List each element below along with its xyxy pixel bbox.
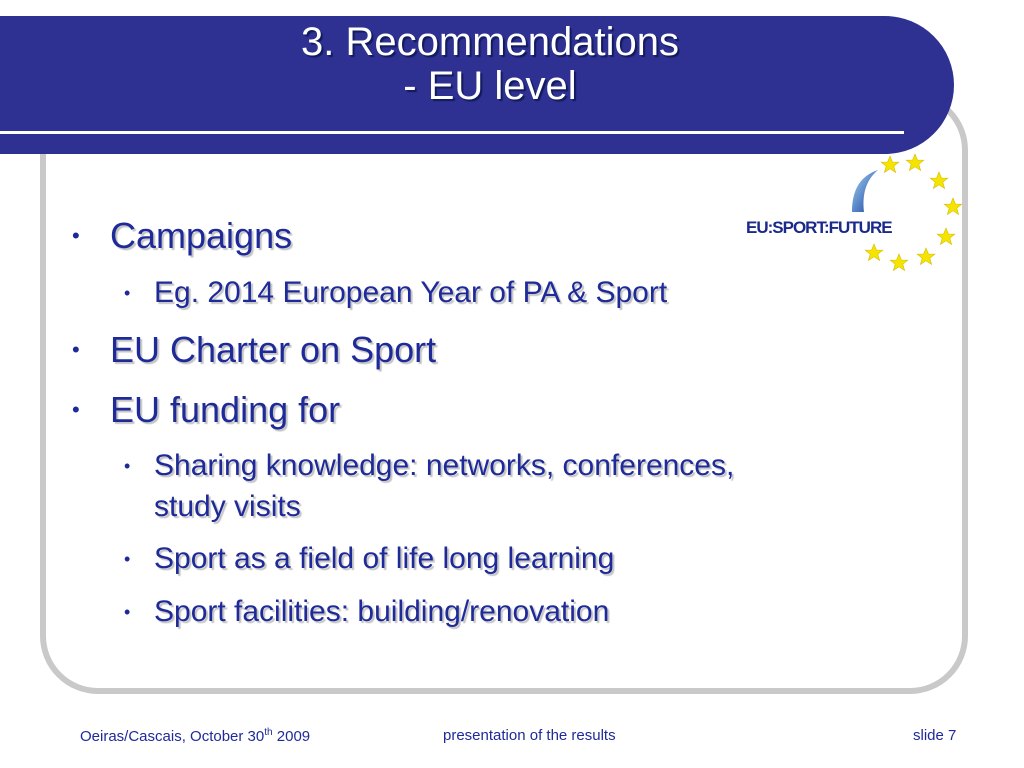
bullet-marker: • — [72, 223, 80, 248]
slide-title — [0, 20, 980, 108]
title-line-2: - EU level — [403, 64, 577, 108]
star-icon — [890, 254, 908, 270]
eu-stars-ring-logo-icon — [740, 150, 970, 280]
star-icon — [944, 198, 962, 214]
eu-sport-future-logo — [740, 150, 970, 280]
footer-date-suffix: 2009 — [272, 728, 311, 745]
bullet-text: Sport as a field of life long learning — [154, 542, 615, 575]
logo-text: EU:SPORT:FUTURE — [746, 218, 892, 237]
star-icon — [881, 156, 899, 172]
bullet-text: Campaigns — [110, 215, 293, 256]
bullet-marker: • — [124, 456, 131, 476]
bullet-marker: • — [124, 283, 131, 303]
star-icon — [865, 244, 883, 260]
bullet-marker: • — [72, 397, 80, 422]
bullet-text: Sharing knowledge: networks, conferences, — [154, 449, 735, 482]
slide-number: slide 7 — [913, 727, 957, 744]
bullet-marker: • — [124, 549, 131, 569]
footer-date-prefix: Oeiras/Cascais, October 30 — [80, 728, 265, 745]
footer-location-date — [80, 727, 310, 745]
bullet-text: EU Charter on Sport — [110, 329, 437, 370]
star-icon — [917, 248, 935, 264]
star-icon — [930, 172, 948, 188]
bullet-text: EU funding for — [110, 389, 341, 430]
title-underline — [0, 131, 904, 134]
bullet-text: Eg. 2014 European Year of PA & Sport — [154, 276, 668, 309]
star-icon — [906, 154, 924, 170]
bullet-marker: • — [72, 337, 80, 362]
bullet-text: study visits — [154, 490, 301, 523]
footer-center: presentation of the results — [443, 727, 616, 744]
star-icon — [937, 228, 955, 244]
bullet-text: Sport facilities: building/renovation — [154, 595, 610, 628]
footer-date-sup: th — [264, 727, 273, 738]
bullet-marker: • — [124, 602, 131, 622]
title-line-1: 3. Recommendations — [301, 20, 679, 64]
